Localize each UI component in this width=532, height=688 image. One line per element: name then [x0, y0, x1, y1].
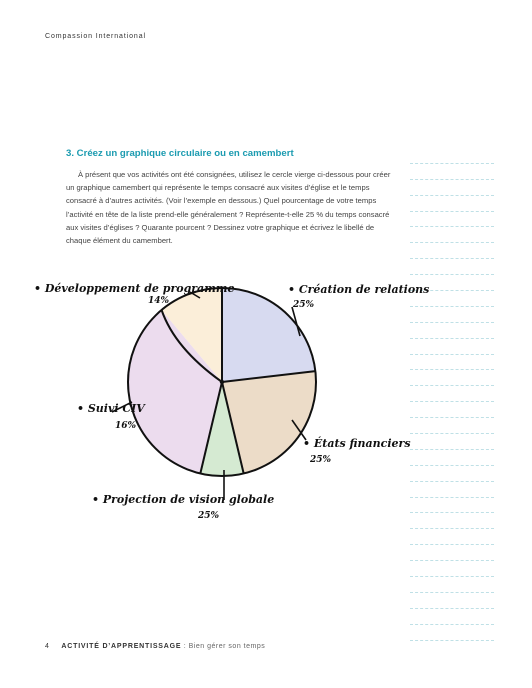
slice-value-label: 25% [198, 511, 220, 521]
footer-activity: ACTIVITÉ D’APPRENTISSAGE [61, 643, 182, 650]
pie-center [220, 380, 224, 384]
footer-subtitle: : Bien gérer son temps [181, 643, 266, 650]
slice-label: • Création de relations [288, 283, 430, 296]
section-title: 3. Créez un graphique circulaire ou en camembert [66, 148, 294, 159]
slice-label: • États financiers [303, 437, 411, 450]
page-number: 4 [45, 643, 50, 650]
slice-value-label: 14% [148, 296, 170, 306]
header-org: Compassion International [45, 33, 146, 40]
slice-label: • Projection de vision globale [92, 493, 275, 506]
slice-value-label: 25% [293, 300, 315, 310]
slice-label: • Développement de programme [34, 282, 235, 295]
slice-value-label: 25% [310, 455, 332, 465]
slice-value-label: 16% [115, 421, 137, 431]
section-body-paragraph: À présent que vos activités ont été consignées, utilisez le cercle vierge ci-dessous pour créer un graphique camembert qui représente le temps consacré aux visites d’église et le temps consacré à d’autres activités. (Voir l’exemple en dessous.) Quel pourcentage de votre temps l’activité en tête de la liste prend-elle généralement ? Représente-t-elle 25 % du temps consacré aux visites d’églises ? Quarante pourcent ? Dessinez votre graphique et écrivez le libellé de chaque élément du camembert. [66, 170, 391, 246]
slice-label: • Suivi CIV [77, 402, 145, 415]
footer [45, 643, 265, 650]
